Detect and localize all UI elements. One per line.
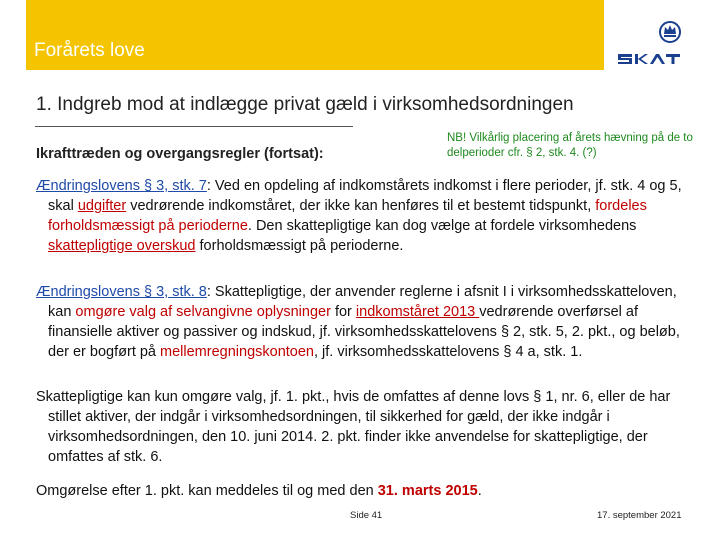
section-heading: Ikrafttræden og overgangsregler (fortsat):	[36, 146, 324, 162]
paragraph-stk7	[36, 176, 688, 256]
highlight-deadline-date: 31. marts 2015	[377, 483, 478, 499]
footer-date: 17. september 2021	[597, 510, 682, 521]
text-segment: forholdsmæssigt på perioderne.	[195, 238, 404, 254]
law-reference-link[interactable]: Ændringslovens § 3, stk. 8	[36, 284, 207, 300]
text-segment: , jf. virksomhedsskattelovens § 4 a, stk. 1.	[313, 344, 583, 360]
green-note: NB! Vilkårlig placering af årets hævning på de to delperioder cfr. § 2, stk. 4. (?)	[447, 132, 693, 159]
slide-subtitle: 1. Indgreb mod at indlægge privat gæld i virksomhedsordningen	[36, 94, 574, 115]
text-segment: vedrørende overførsel af finansielle aktiver og passiver og indskud, jf. virksomhedsskattelovens § 2, stk. 5, 2. pkt., og beløb, der er bogført på	[48, 304, 680, 360]
text-segment: Omgørelse efter 1. pkt. kan meddeles til og med den	[36, 483, 378, 499]
crown-icon	[660, 22, 680, 42]
skat-logo	[612, 14, 692, 68]
highlight-udgifter: udgifter	[77, 198, 127, 214]
text-segment: for	[330, 304, 356, 320]
highlight-indkomstaar: indkomståret 2013	[355, 304, 480, 320]
highlight-fordeles: fordeles forholdsmæssigt på perioderne	[48, 198, 647, 234]
paragraph-deadline	[36, 481, 688, 501]
text-segment: : Skattepligtige, der anvender reglerne i afsnit I i virksomhedsskatteloven, kan	[48, 284, 677, 320]
header-title: Forårets love	[34, 40, 145, 61]
header-bar	[26, 0, 604, 70]
footer-page-number: Side 41	[350, 510, 383, 521]
paragraph-stk8	[36, 282, 688, 362]
text-segment: : Ved en opdeling af indkomstårets indkomst i flere perioder, jf. stk. 4 og 5, skal	[48, 178, 682, 214]
text-segment: vedrørende indkomståret, der ikke kan henføres til et bestemt tidspunkt,	[126, 198, 596, 214]
paragraph-omgoere-valg: Skattepligtige kan kun omgøre valg, jf. 1. pkt., hvis de omfattes af denne lovs § 1, nr. 6, eller de har stillet aktiver, der indgår i virksomhedsordningen, til sikkerhed for gæld, der ikke indgår i virksomhedsordningen, den 10. juni 2014. 2. pkt. finder ikke anvendelse for skattepligtige, der omfattes af stk. 6.	[36, 389, 671, 465]
highlight-omgoere: omgøre valg af selvangivne oplysninger	[75, 304, 331, 320]
law-reference-link[interactable]: Ændringslovens § 3, stk. 7	[36, 178, 207, 194]
highlight-mellemregning: mellemregningskontoen	[160, 344, 314, 360]
text-segment: .	[477, 483, 482, 499]
skat-wordmark	[618, 54, 680, 64]
highlight-overskud: skattepligtige overskud	[48, 238, 196, 254]
text-segment: . Den skattepligtige kan dog vælge at fordele virksomhedens	[247, 218, 637, 234]
subtitle-divider	[35, 126, 353, 127]
